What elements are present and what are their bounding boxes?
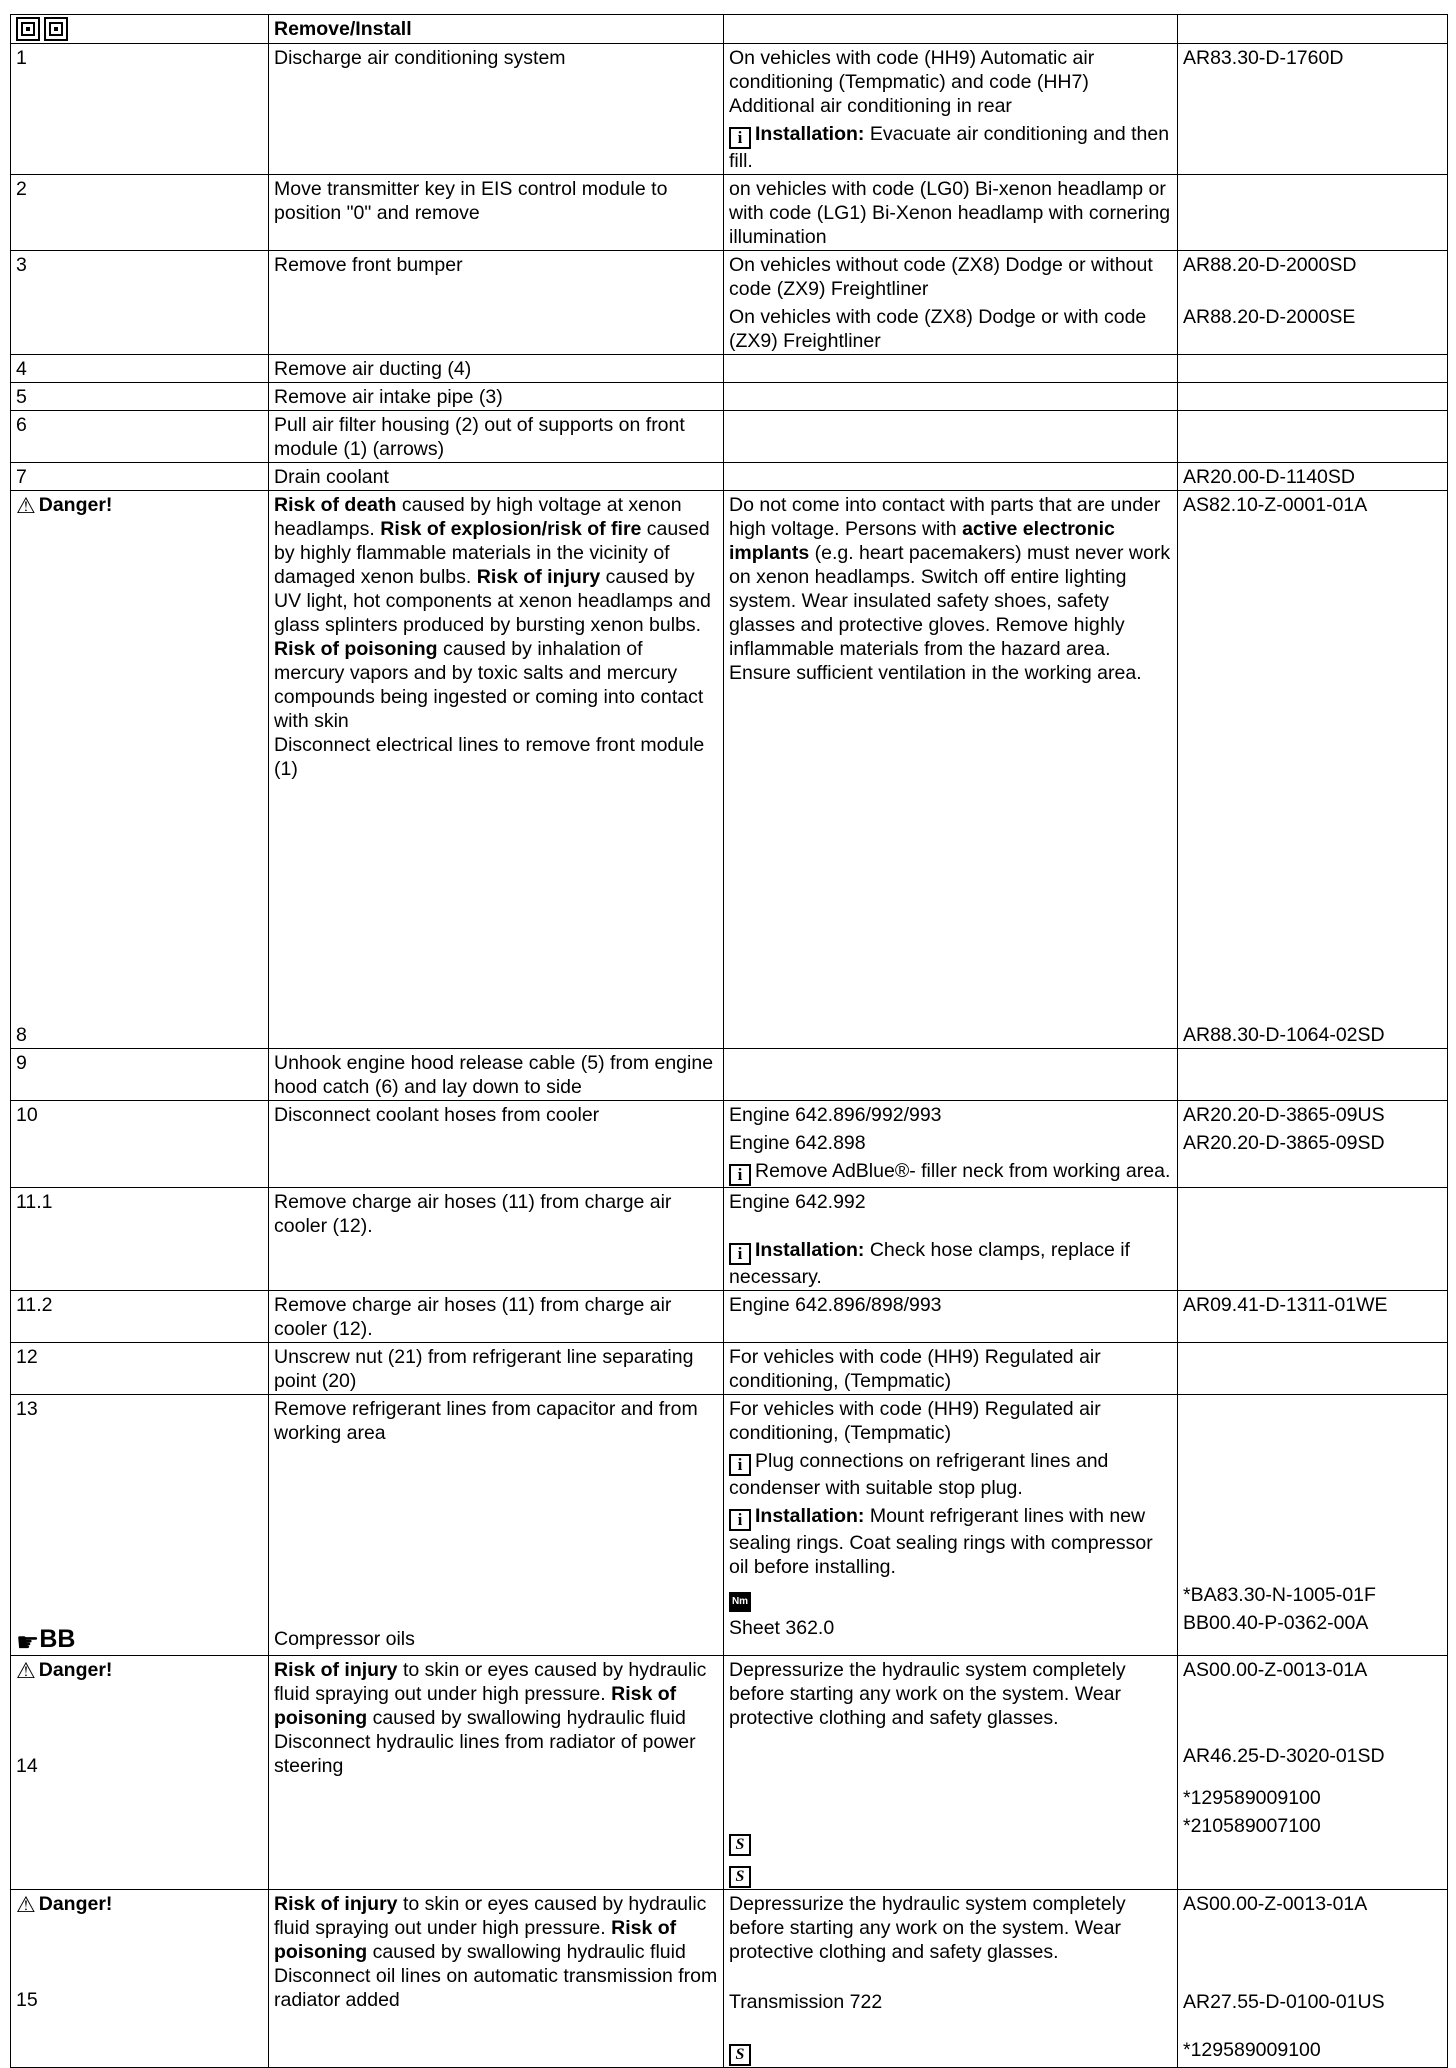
step-number: 9 (11, 1049, 269, 1101)
step-task: Unhook engine hood release cable (5) from engine hood catch (6) and lay down to side (269, 1049, 724, 1101)
step-row (11, 463, 1448, 491)
step-notes: For vehicles with code (HH9) Regulated air conditioning, (Tempmatic) (724, 1343, 1178, 1395)
danger-row (11, 1890, 1448, 2068)
pointing-hand-icon: ☛ (16, 1627, 40, 1657)
step-number: 2 (11, 175, 269, 251)
step-reference: AR88.20-D-2000SD AR88.20-D-2000SE (1178, 251, 1448, 355)
step-number: 15 (16, 1989, 38, 2011)
step-reference: AS00.00-Z-0013-01A AR46.25-D-3020-01SD *129589009100 *210589007100 (1178, 1656, 1448, 1890)
info-icon: i (729, 1243, 751, 1265)
step-row (11, 1395, 1448, 1656)
remove-icon (16, 17, 40, 41)
step-task: Remove front bumper (269, 251, 724, 355)
danger-row (11, 1656, 1448, 1890)
step-row (11, 251, 1448, 355)
install-icon (44, 17, 68, 41)
danger-text: Risk of death caused by high voltage at xenon headlamps. Risk of explosion/risk of fire caused by highly flammable materials in the vicinity of damaged xenon bulbs. Risk of injury caused by UV light, hot components at xenon headlamps and glass splinters produced by bursting xenon bulbs. Risk of poisoning caused by inhalation of mercury vapors and by toxic salts and mercury compounds being ingested or coming into contact with skin Disconnect electrical lines to remove front module (1) (269, 491, 724, 1049)
step-number: 11.1 (11, 1188, 269, 1291)
info-icon: i (729, 1509, 751, 1531)
step-number: 7 (11, 463, 269, 491)
danger-cell: ⚠ Danger! 8 (11, 491, 269, 1049)
step-reference: AR09.41-D-1311-01WE (1178, 1291, 1448, 1343)
step-number: 14 (16, 1755, 38, 1777)
step-task: Unscrew nut (21) from refrigerant line separating point (20) (269, 1343, 724, 1395)
step-reference: AR20.00-D-1140SD (1178, 463, 1448, 491)
danger-text: Risk of injury to skin or eyes caused by hydraulic fluid spraying out under high pressure. Risk of poisoning caused by swallowing hydraulic fluid Disconnect oil lines on automatic transmission from radiator added (269, 1890, 724, 2068)
step-task: Drain coolant (269, 463, 724, 491)
step-reference: AR20.20-D-3865-09US AR20.20-D-3865-09SD (1178, 1101, 1448, 1188)
step-task: Disconnect electrical lines to remove front module (1) (274, 734, 705, 780)
step-task: Remove charge air hoses (11) from charge air cooler (12). (269, 1291, 724, 1343)
step-number: 3 (11, 251, 269, 355)
step-task-cell: Remove refrigerant lines from capacitor and from working area Compressor oils (269, 1395, 724, 1656)
step-task: Remove charge air hoses (11) from charge air cooler (12). (269, 1188, 724, 1291)
step-row (11, 1188, 1448, 1291)
step-notes: On vehicles with code (HH9) Automatic air conditioning (Tempmatic) and code (HH7) Additional air conditioning in rear i Installation: Evacuate air conditioning and then fill. (724, 44, 1178, 175)
step-row (11, 1343, 1448, 1395)
header-title: Remove/Install (269, 15, 724, 44)
procedure-table (10, 14, 1448, 2068)
special-tool-icon: S (729, 2044, 751, 2066)
warning-triangle-icon: ⚠ (16, 1892, 36, 1917)
info-icon: i (729, 1164, 751, 1186)
special-tool-icon: S (729, 1834, 751, 1856)
info-icon: i (729, 1454, 751, 1476)
step-reference: AS00.00-Z-0013-01A AR27.55-D-0100-01US *129589009100 (1178, 1890, 1448, 2068)
step-row (11, 355, 1448, 383)
step-row (11, 383, 1448, 411)
danger-cell: ⚠ Danger! 15 (11, 1890, 269, 2068)
step-task: Remove air ducting (4) (269, 355, 724, 383)
step-notes: on vehicles with code (LG0) Bi-xenon headlamp or with code (LG1) Bi-Xenon headlamp with cornering illumination (724, 175, 1178, 251)
step-number: 10 (11, 1101, 269, 1188)
danger-notes: Depressurize the hydraulic system completely before starting any work on the system. Wear protective clothing and safety glasses. S S (724, 1656, 1178, 1890)
step-task: Disconnect coolant hoses from cooler (269, 1101, 724, 1188)
step-task: Disconnect oil lines on automatic transmission from radiator added (274, 1965, 718, 2011)
warning-triangle-icon: ⚠ (16, 1658, 36, 1683)
step-number: 5 (11, 383, 269, 411)
warning-triangle-icon: ⚠ (16, 493, 36, 518)
step-task: Remove refrigerant lines from capacitor and from working area (274, 1398, 698, 1444)
step-notes: Engine 642.896/992/993 Engine 642.898 i Remove AdBlue®- filler neck from working area. (724, 1101, 1178, 1188)
danger-cell: ⚠ Danger! 14 (11, 1656, 269, 1890)
special-tool-icon: S (729, 1866, 751, 1888)
step-number: 8 (16, 1024, 27, 1046)
step-row (11, 1101, 1448, 1188)
danger-notes: Depressurize the hydraulic system completely before starting any work on the system. Wear protective clothing and safety glasses. Transmission 722 S (724, 1890, 1178, 2068)
step-reference: *BA83.30-N-1005-01F BB00.40-P-0362-00A (1178, 1395, 1448, 1656)
danger-text: Risk of injury to skin or eyes caused by hydraulic fluid spraying out under high pressure. Risk of poisoning caused by swallowing hydraulic fluid Disconnect hydraulic lines from radiator of power steering (269, 1656, 724, 1890)
step-notes: For vehicles with code (HH9) Regulated air conditioning, (Tempmatic) i Plug connections on refrigerant lines and condenser with suitable stop plug. i Installation: Mount refrigerant lines with new sealing rings. Coat sealing rings with compressor oil before installing. Nm Sheet 362.0 (724, 1395, 1178, 1656)
step-row (11, 1049, 1448, 1101)
header-icons (11, 15, 269, 44)
step-notes: Engine 642.896/898/993 (724, 1291, 1178, 1343)
step-task: Move transmitter key in EIS control module to position "0" and remove (269, 175, 724, 251)
torque-nm-icon: Nm (729, 1592, 751, 1612)
danger-row (11, 491, 1448, 1049)
header-row (11, 15, 1448, 44)
step-number: 4 (11, 355, 269, 383)
info-icon: i (729, 127, 751, 149)
step-task: Remove air intake pipe (3) (269, 383, 724, 411)
step-notes: Engine 642.992 i Installation: Check hose clamps, replace if necessary. (724, 1188, 1178, 1291)
step-number: 11.2 (11, 1291, 269, 1343)
step-row (11, 1291, 1448, 1343)
step-notes: On vehicles without code (ZX8) Dodge or without code (ZX9) Freightliner On vehicles with code (ZX8) Dodge or with code (ZX9) Freightliner (724, 251, 1178, 355)
step-number: 1 (11, 44, 269, 175)
step-task: Disconnect hydraulic lines from radiator of power steering (274, 1731, 696, 1777)
step-number-cell: 13 ☛BB (11, 1395, 269, 1656)
danger-notes: Do not come into contact with parts that are under high voltage. Persons with active electronic implants (e.g. heart pacemakers) must never work on xenon headlamps. Switch off entire lighting system. Wear insulated safety shoes, safety glasses and protective gloves. Remove highly inflammable materials from the hazard area. Ensure sufficient ventilation in the working area. (724, 491, 1178, 1049)
step-row (11, 175, 1448, 251)
step-task: Pull air filter housing (2) out of supports on front module (1) (arrows) (269, 411, 724, 463)
step-row (11, 44, 1448, 175)
step-number: 12 (11, 1343, 269, 1395)
step-task: Discharge air conditioning system (269, 44, 724, 175)
work-instructions (10, 14, 1447, 2068)
step-number: 13 (16, 1398, 38, 1420)
step-number: 6 (11, 411, 269, 463)
step-reference: AS82.10-Z-0001-01A AR88.30-D-1064-02SD (1178, 491, 1448, 1049)
step-row (11, 411, 1448, 463)
step-reference: AR83.30-D-1760D (1178, 44, 1448, 175)
